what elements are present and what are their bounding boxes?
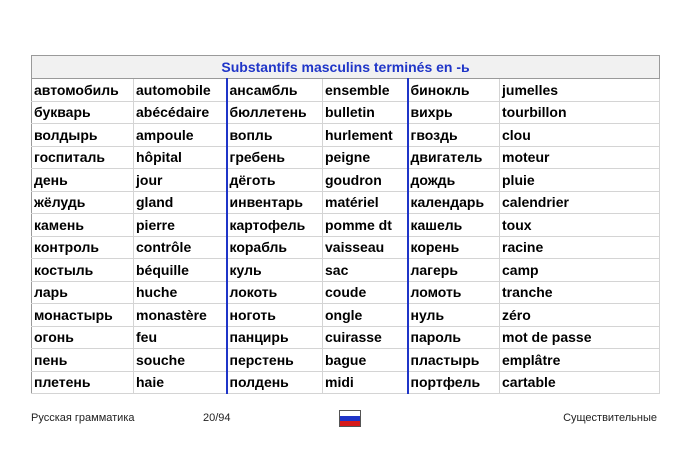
french-translation: abécédaire xyxy=(134,101,227,124)
russian-word: ларь xyxy=(32,281,134,304)
russian-word: пластырь xyxy=(408,349,500,372)
french-translation: pluie xyxy=(500,169,660,192)
russian-word: госпиталь xyxy=(32,146,134,169)
table-row xyxy=(32,214,660,237)
vocabulary-table-container xyxy=(31,55,659,394)
table-row xyxy=(32,371,660,394)
french-translation: cartable xyxy=(500,371,660,394)
vocabulary-table xyxy=(31,55,660,394)
table-row xyxy=(32,326,660,349)
french-translation: sac xyxy=(323,259,408,282)
russian-flag-icon xyxy=(339,410,361,427)
french-translation: pomme dt xyxy=(323,214,408,237)
russian-word: инвентарь xyxy=(227,191,323,214)
table-title: Substantifs masculins terminés en -ь xyxy=(32,56,660,79)
footer-page-number: 20/94 xyxy=(203,412,231,424)
french-translation: bulletin xyxy=(323,101,408,124)
russian-word: бюллетень xyxy=(227,101,323,124)
french-translation: zéro xyxy=(500,304,660,327)
table-row xyxy=(32,191,660,214)
french-translation: gland xyxy=(134,191,227,214)
russian-word: портфель xyxy=(408,371,500,394)
russian-word: куль xyxy=(227,259,323,282)
french-translation: haie xyxy=(134,371,227,394)
table-row xyxy=(32,304,660,327)
russian-word: лагерь xyxy=(408,259,500,282)
french-translation: camp xyxy=(500,259,660,282)
russian-word: календарь xyxy=(408,191,500,214)
table-body xyxy=(32,79,660,394)
table-row xyxy=(32,236,660,259)
french-translation: moteur xyxy=(500,146,660,169)
french-translation: midi xyxy=(323,371,408,394)
russian-word: пароль xyxy=(408,326,500,349)
russian-word: волдырь xyxy=(32,124,134,147)
french-translation: ampoule xyxy=(134,124,227,147)
russian-word: перстень xyxy=(227,349,323,372)
table-row xyxy=(32,281,660,304)
french-translation: souche xyxy=(134,349,227,372)
russian-word: гребень xyxy=(227,146,323,169)
french-translation: peigne xyxy=(323,146,408,169)
russian-word: ломоть xyxy=(408,281,500,304)
french-translation: huche xyxy=(134,281,227,304)
russian-word: бинокль xyxy=(408,79,500,102)
french-translation: jumelles xyxy=(500,79,660,102)
russian-word: ноготь xyxy=(227,304,323,327)
french-translation: ensemble xyxy=(323,79,408,102)
french-translation: pierre xyxy=(134,214,227,237)
table-row xyxy=(32,79,660,102)
russian-word: корень xyxy=(408,236,500,259)
french-translation: goudron xyxy=(323,169,408,192)
french-translation: feu xyxy=(134,326,227,349)
russian-word: огонь xyxy=(32,326,134,349)
french-translation: cuirasse xyxy=(323,326,408,349)
french-translation: tranche xyxy=(500,281,660,304)
russian-word: букварь xyxy=(32,101,134,124)
french-translation: monastère xyxy=(134,304,227,327)
french-translation: vaisseau xyxy=(323,236,408,259)
french-translation: tourbillon xyxy=(500,101,660,124)
russian-word: вопль xyxy=(227,124,323,147)
russian-word: локоть xyxy=(227,281,323,304)
french-translation: toux xyxy=(500,214,660,237)
russian-word: кашель xyxy=(408,214,500,237)
table-row xyxy=(32,349,660,372)
french-translation: mot de passe xyxy=(500,326,660,349)
russian-word: дождь xyxy=(408,169,500,192)
french-translation: matériel xyxy=(323,191,408,214)
table-row xyxy=(32,146,660,169)
russian-word: вихрь xyxy=(408,101,500,124)
table-row xyxy=(32,101,660,124)
russian-word: ансамбль xyxy=(227,79,323,102)
russian-word: гвоздь xyxy=(408,124,500,147)
russian-word: контроль xyxy=(32,236,134,259)
french-translation: calendrier xyxy=(500,191,660,214)
french-translation: hôpital xyxy=(134,146,227,169)
russian-word: двигатель xyxy=(408,146,500,169)
russian-word: день xyxy=(32,169,134,192)
russian-word: нуль xyxy=(408,304,500,327)
russian-word: монастырь xyxy=(32,304,134,327)
russian-word: автомобиль xyxy=(32,79,134,102)
russian-word: жёлудь xyxy=(32,191,134,214)
french-translation: contrôle xyxy=(134,236,227,259)
french-translation: béquille xyxy=(134,259,227,282)
russian-word: картофель xyxy=(227,214,323,237)
french-translation: bague xyxy=(323,349,408,372)
french-translation: coude xyxy=(323,281,408,304)
french-translation: clou xyxy=(500,124,660,147)
french-translation: automobile xyxy=(134,79,227,102)
table-row xyxy=(32,259,660,282)
french-translation: ongle xyxy=(323,304,408,327)
french-translation: jour xyxy=(134,169,227,192)
russian-word: полдень xyxy=(227,371,323,394)
table-row xyxy=(32,169,660,192)
russian-word: дёготь xyxy=(227,169,323,192)
table-row xyxy=(32,124,660,147)
french-translation: racine xyxy=(500,236,660,259)
french-translation: hurlement xyxy=(323,124,408,147)
footer-section-title: Существительные xyxy=(563,412,657,424)
russian-word: камень xyxy=(32,214,134,237)
russian-word: костыль xyxy=(32,259,134,282)
russian-word: плетень xyxy=(32,371,134,394)
russian-word: пень xyxy=(32,349,134,372)
russian-word: панцирь xyxy=(227,326,323,349)
french-translation: emplâtre xyxy=(500,349,660,372)
russian-word: корабль xyxy=(227,236,323,259)
footer-course-title: Русская грамматика xyxy=(31,412,135,424)
